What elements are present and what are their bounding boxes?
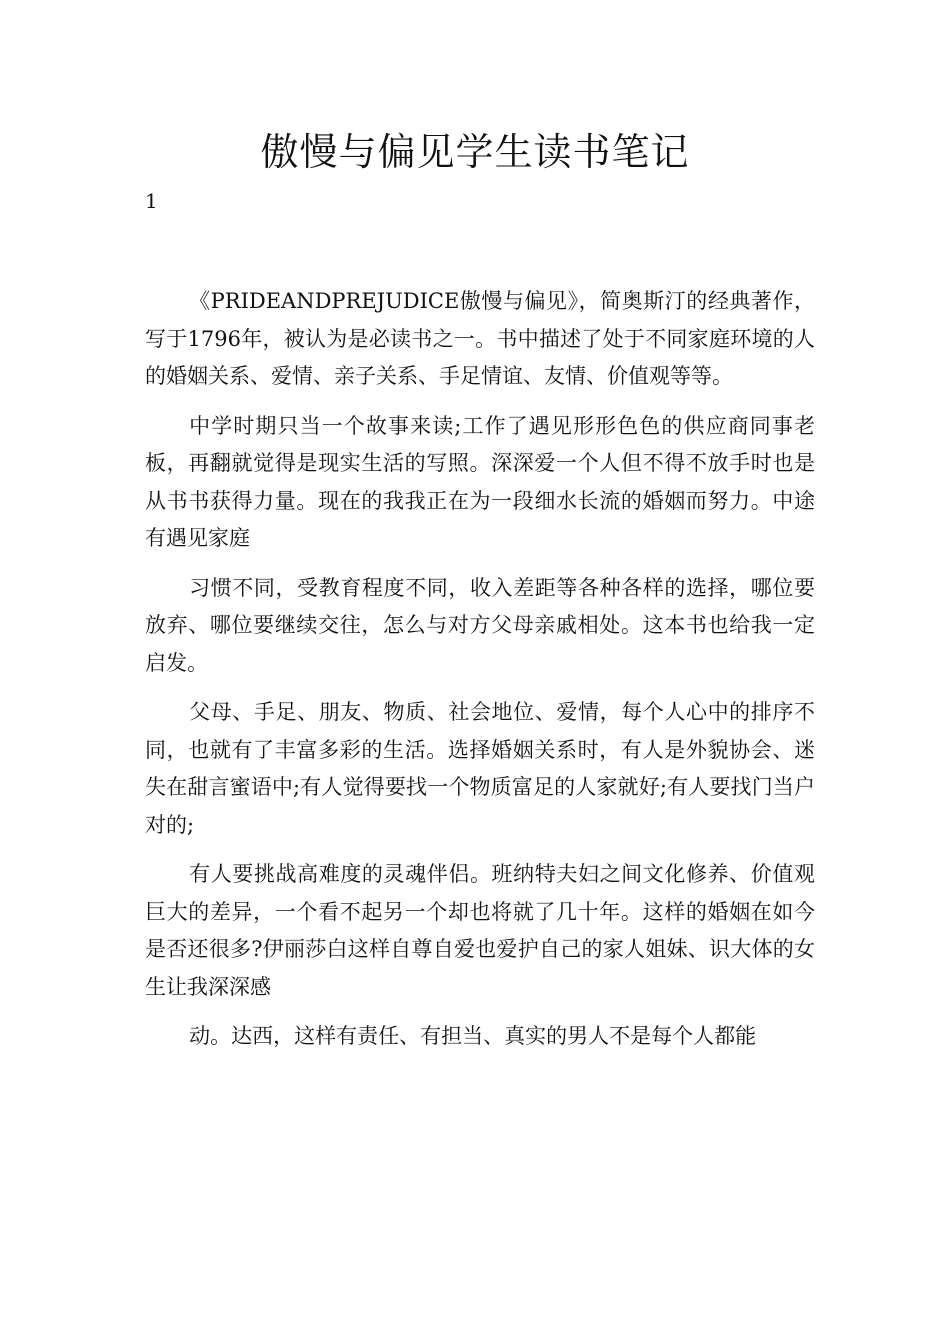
paragraph: 父母、手足、朋友、物质、社会地位、爱情，每个人心中的排序不同，也就有了丰富多彩的生活。选择婚姻关系时，有人是外貌协会、迷失在甜言蜜语中;有人觉得要找一个物质富足的人家就好;有人要找门当户对的; bbox=[145, 700, 815, 837]
paragraph: 中学时期只当一个故事来读;工作了遇见形形色色的供应商同事老板，再翻就觉得是现实生活的写照。深深爱一个人但不得不放手时也是从书书获得力量。现在的我我正在为一段细水长流的婚姻而努力。中途有遇见家庭 bbox=[145, 413, 815, 550]
paragraph: 习惯不同，受教育程度不同，收入差距等各种各样的选择，哪位要放弃、哪位要继续交往，怎么与对方父母亲戚相处。这本书也给我一定启发。 bbox=[145, 575, 815, 675]
document-title: 傲慢与偏见学生读书笔记 bbox=[260, 130, 690, 174]
document-body bbox=[145, 283, 815, 1056]
paragraph: 动。达西，这样有责任、有担当、真实的男人不是每个人都能 bbox=[189, 1024, 757, 1048]
paragraph: 《PRIDEANDPREJUDICE傲慢与偏见》，简奥斯汀的经典著作，写于1796年，被认为是必读书之一。书中描述了处于不同家庭环境的人的婚姻关系、爱情、亲子关系、手足情谊、友情、价值观等等。 bbox=[145, 289, 815, 388]
paragraph: 有人要挑战高难度的灵魂伴侣。班纳特夫妇之间文化修养、价值观巨大的差异，一个看不起另一个却也将就了几十年。这样的婚姻在如今是否还很多?伊丽莎白这样自尊自爱也爱护自己的家人姐妹、识大体的女生让我深深感 bbox=[145, 862, 815, 999]
page-number: 1 bbox=[145, 189, 158, 213]
